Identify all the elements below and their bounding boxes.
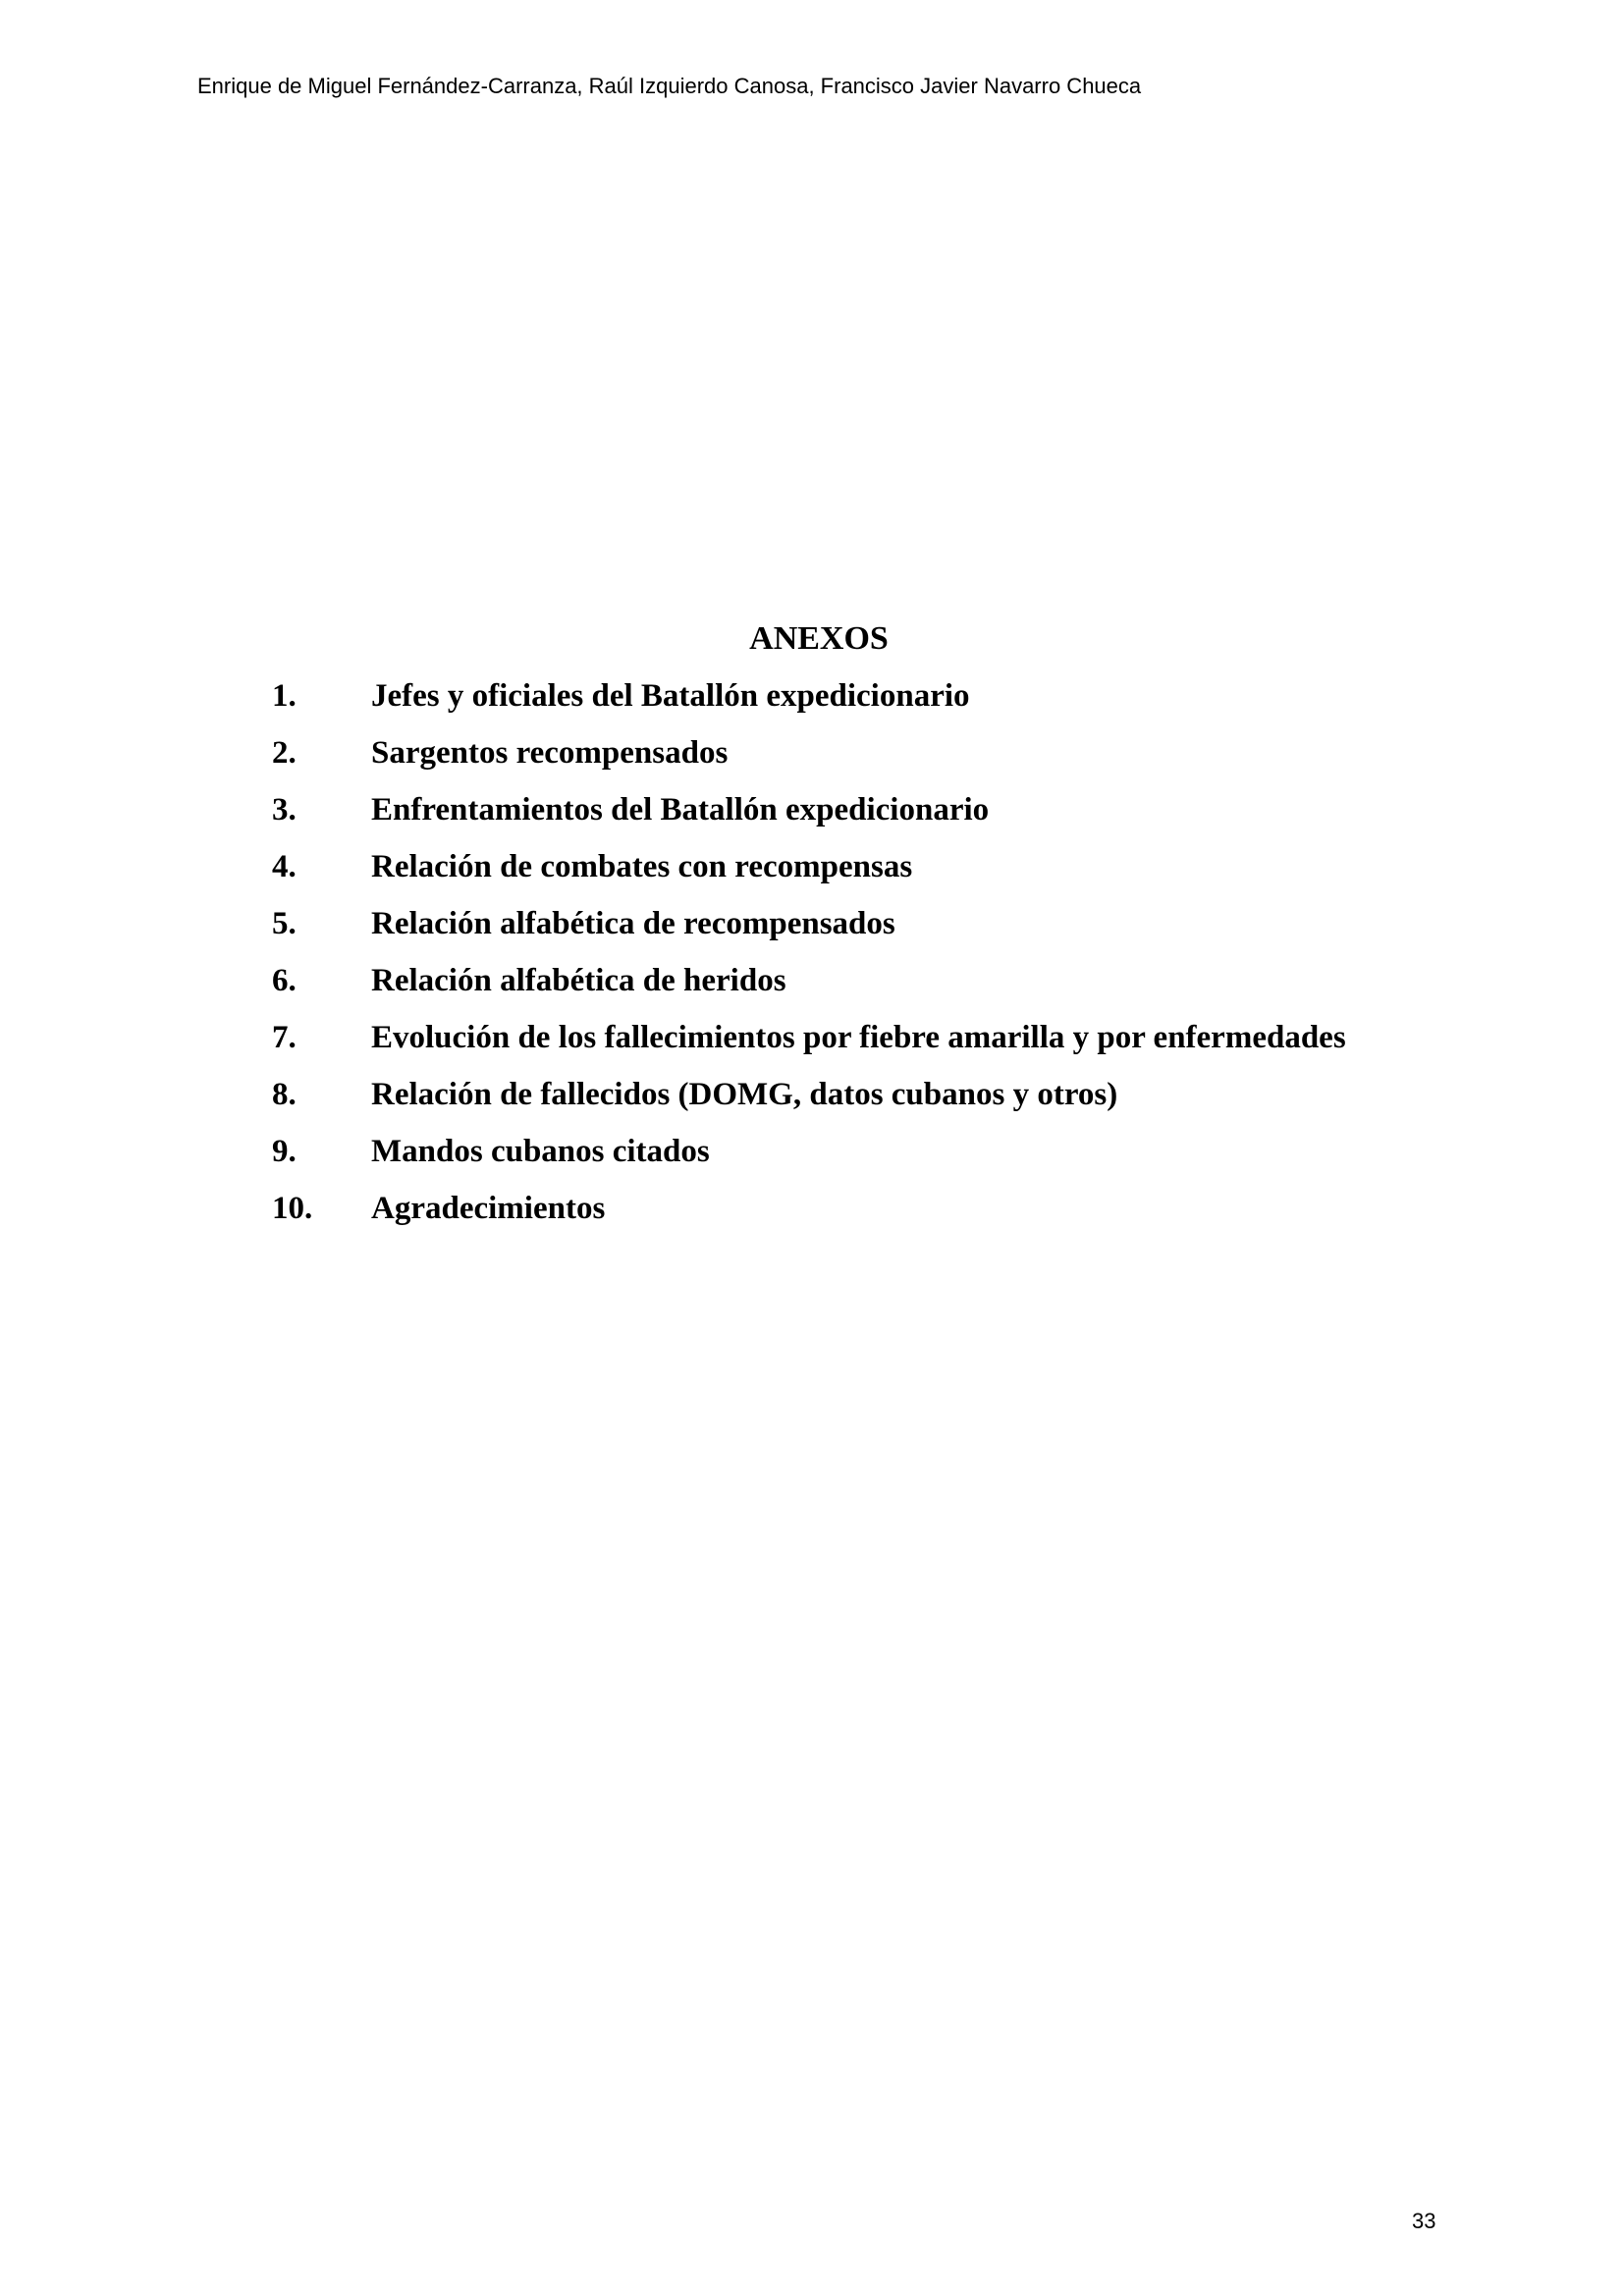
annex-item-6 [272, 958, 1346, 1015]
annex-item-9 [272, 1129, 1346, 1186]
annex-item-3 [272, 787, 1346, 844]
annex-item-1 [272, 673, 1346, 730]
annex-label: Relación de fallecidos (DOMG, datos cubanos y otros) [371, 1077, 1118, 1112]
annex-item-7 [272, 1015, 1346, 1072]
page-number: 33 [1412, 2209, 1436, 2233]
annex-number: 9. [272, 1134, 297, 1169]
annex-item-10 [272, 1186, 1346, 1243]
running-header-authors: Enrique de Miguel Fernández-Carranza, Raúl Izquierdo Canosa, Francisco Javier Navarro Chueca [197, 74, 1142, 98]
annex-number: 5. [272, 906, 297, 941]
annex-number: 8. [272, 1077, 297, 1112]
annex-label: Jefes y oficiales del Batallón expedicionario [371, 678, 970, 714]
annex-label: Evolución de los fallecimientos por fiebre amarilla y por enfermedades [371, 1020, 1346, 1055]
annex-number: 2. [272, 735, 297, 771]
annex-label: Relación alfabética de recompensados [371, 906, 895, 941]
annex-label: Mandos cubanos citados [371, 1134, 710, 1169]
annex-number: 1. [272, 678, 297, 714]
section-title: ANEXOS [749, 620, 889, 657]
annex-item-5 [272, 901, 1346, 958]
annex-number: 10. [272, 1191, 313, 1226]
annex-label: Relación de combates con recompensas [371, 849, 913, 884]
annex-list [272, 673, 1346, 1243]
annex-label: Relación alfabética de heridos [371, 963, 786, 998]
annex-number: 6. [272, 963, 297, 998]
annex-label: Sargentos recompensados [371, 735, 729, 771]
annex-item-8 [272, 1072, 1346, 1129]
annex-number: 4. [272, 849, 297, 884]
annex-label: Agradecimientos [371, 1191, 606, 1226]
annex-item-2 [272, 730, 1346, 787]
annex-label: Enfrentamientos del Batallón expedicionario [371, 792, 990, 828]
annex-number: 7. [272, 1020, 297, 1055]
annex-item-4 [272, 844, 1346, 901]
annex-number: 3. [272, 792, 297, 828]
